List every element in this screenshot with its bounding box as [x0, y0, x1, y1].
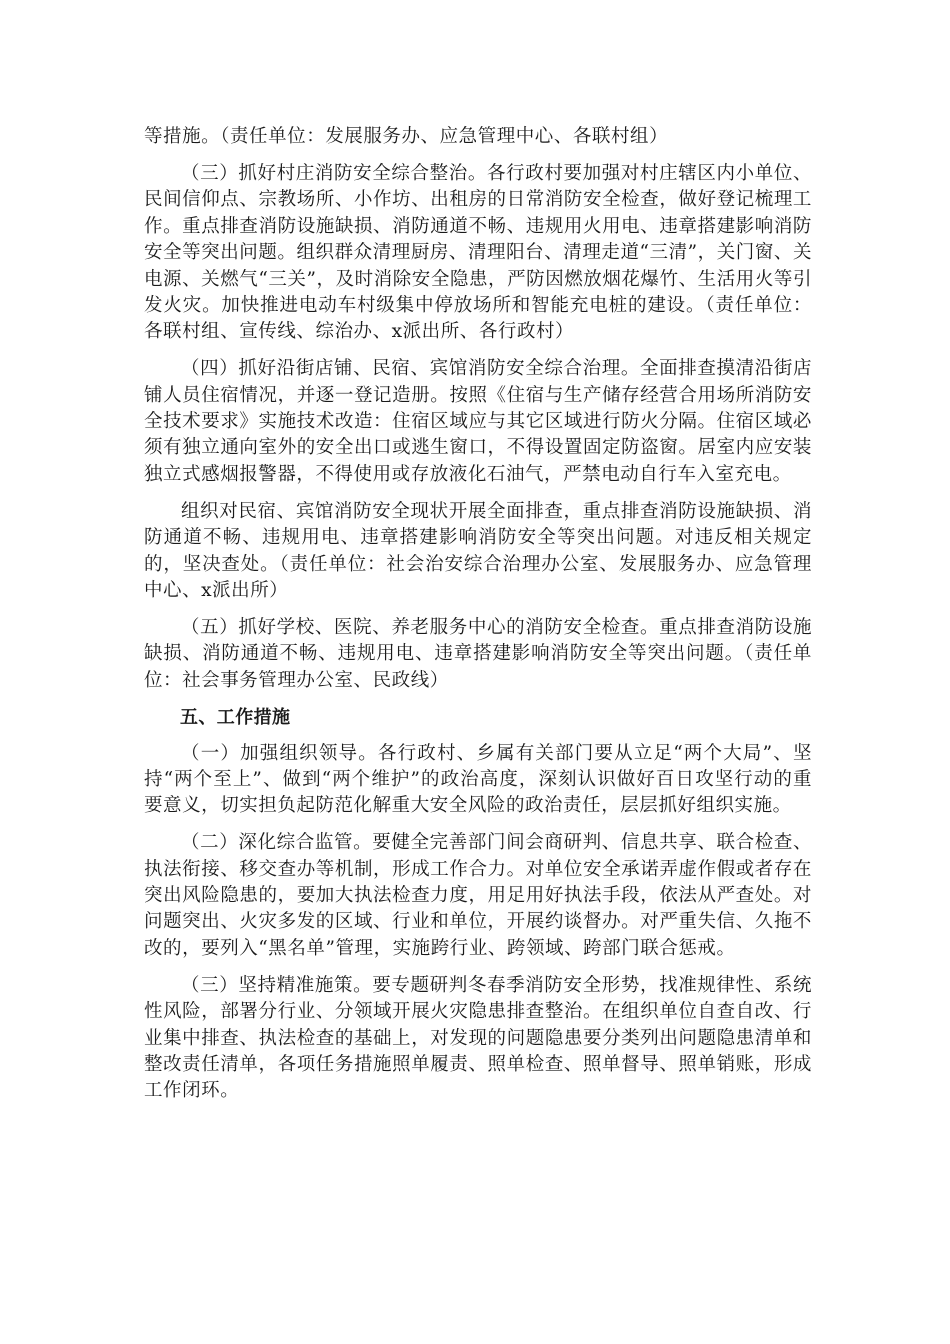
- paragraph-precise-policy: （三）坚持精准施策。要专题研判冬春季消防安全形势，找准规律性、系统性风险，部署分行业、分领域开展火灾隐患排查整治。在组织单位自查自改、行业集中排查、执法检查的基础上，对发现的问题隐患要分类列出问题隐患清单和整改责任清单，各项任务措施照单履责、照单检查、照单督导、照单销账，形成工作闭环。: [144, 974, 812, 1102]
- document-body: [144, 124, 812, 1115]
- section-heading: 五、工作措施: [180, 706, 291, 728]
- paragraph-village-fire-safety: （三）抓好村庄消防安全综合整治。各行政村要加强对村庄辖区内小单位、民间信仰点、宗教场所、小作坊、出租房的日常消防安全检查，做好登记梳理工作。重点排查消防设施缺损、消防通道不畅、违规用火用电、违章搭建影响消防安全等突出问题。组织群众清理厨房、清理阳台、清理走道“三清”，关门窗、关电源、关燃气“三关”，及时消除安全隐患，严防因燃放烟花爆竹、生活用火等引发火灾。加快推进电动车村级集中停放场所和智能充电桩的建设。（责任单位：各联村组、宣传线、综治办、x派出所、各行政村）: [144, 162, 812, 343]
- paragraph-shops-homestays: （四）抓好沿街店铺、民宿、宾馆消防安全综合治理。全面排查摸清沿街店铺人员住宿情况，并逐一登记造册。按照《住宿与生产储存经营合用场所消防安全技术要求》实施技术改造：住宿区域应与其它区域进行防火分隔。住宿区域必须有独立通向室外的安全出口或逃生窗口，不得设置固定防盗窗。居室内应安装独立式感烟报警器，不得使用或存放液化石油气，严禁电动自行车入室充电。: [144, 358, 812, 485]
- paragraph-organization-leadership: （一）加强组织领导。各行政村、乡属有关部门要从立足“两个大局”、坚持“两个至上”、做到“两个维护”的政治高度，深刻认识做好百日攻坚行动的重要意义，切实担负起防范化解重大安全风险的政治责任，层层抓好组织实施。: [144, 742, 812, 817]
- paragraph-schools-hospitals: （五）抓好学校、医院、养老服务中心的消防安全检查。重点排查消防设施缺损、消防通道不畅、违规用电、违章搭建影响消防安全等突出问题。（责任单位：社会事务管理办公室、民政线）: [144, 616, 812, 691]
- paragraph-continuation: 等措施。（责任单位：发展服务办、应急管理中心、各联村组）: [144, 126, 669, 147]
- paragraph-comprehensive-supervision: （二）深化综合监管。要健全完善部门间会商研判、信息共享、联合检查、执法衔接、移交查办等机制，形成工作合力。对单位安全承诺弄虚作假或者存在突出风险隐患的，要加大执法检查力度，用足用好执法手段，依法从严查处。对问题突出、火灾多发的区域、行业和单位，开展约谈督办。对严重失信、久拖不改的，要列入“黑名单”管理，实施跨行业、跨领域、跨部门联合惩戒。: [144, 832, 812, 959]
- paragraph-homestay-inspection: 组织对民宿、宾馆消防安全现状开展全面排查，重点排查消防设施缺损、消防通道不畅、违规用电、违章搭建影响消防安全等突出问题。对违反相关规定的，坚决查处。（责任单位：社会治安综合治理办公室、发展服务办、应急管理中心、x派出所）: [144, 500, 812, 601]
